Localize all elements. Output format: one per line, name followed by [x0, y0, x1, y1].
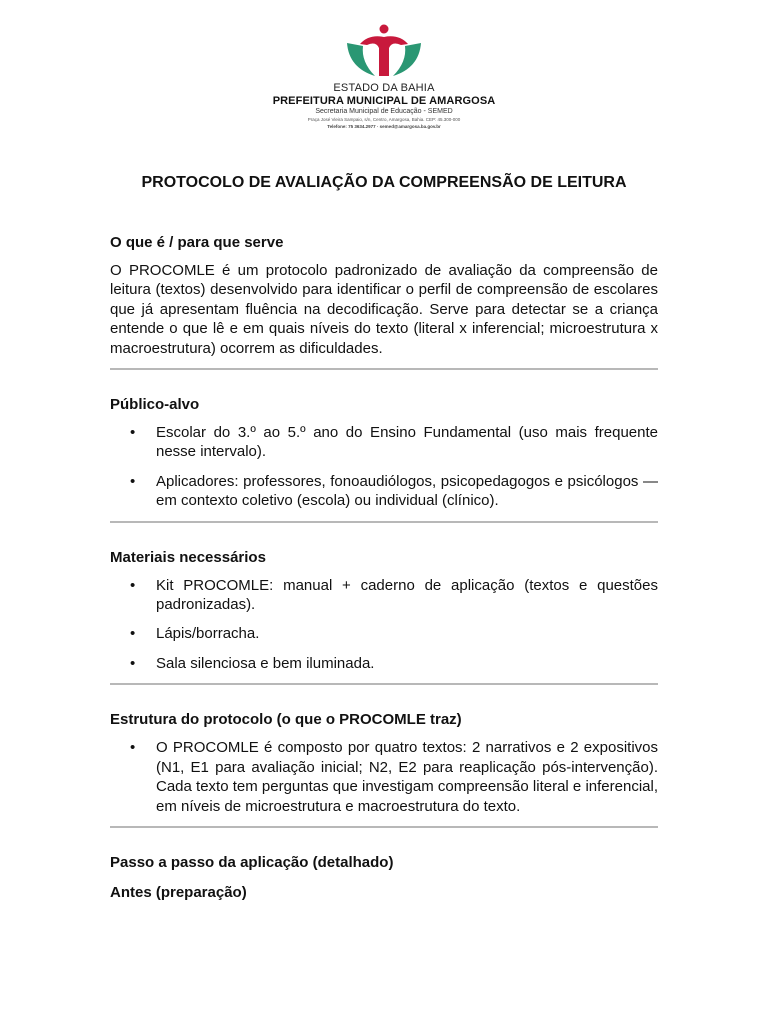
section-heading-what: O que é / para que serve	[110, 234, 284, 251]
amargosa-logo-icon	[344, 22, 424, 78]
subsection-heading-preparation: Antes (preparação)	[110, 883, 247, 901]
section-divider	[110, 683, 658, 685]
letterhead-address: Praça José Vieira Sampaio, s/n, Centro, Amargosa, Bahia. CEP: 45.300-000	[307, 117, 461, 122]
letterhead-state: ESTADO DA BAHIA	[333, 82, 435, 94]
letterhead-prefecture: PREFEITURA MUNICIPAL DE AMARGOSA	[272, 95, 496, 107]
list-item: • Lápis/borracha.	[110, 624, 658, 643]
section-divider	[110, 826, 658, 828]
document-title: PROTOCOLO DE AVALIAÇÃO DA COMPREENSÃO DE LEITURA	[141, 174, 627, 191]
list-item: • Aplicadores: professores, fonoaudiólogos, psicopedagogos e psicólogos — em contexto coletivo (escola) ou individual (clínico).	[110, 472, 658, 511]
structure-list	[110, 738, 658, 816]
list-item: • Sala silenciosa e bem iluminada.	[110, 654, 658, 673]
section-heading-steps: Passo a passo da aplicação (detalhado)	[110, 853, 394, 871]
list-item: • Escolar do 3.º ao 5.º ano do Ensino Fundamental (uso mais frequente nesse intervalo).	[110, 423, 658, 462]
section-divider	[110, 368, 658, 370]
list-item: • Kit PROCOMLE: manual + caderno de aplicação (textos e questões padronizadas).	[110, 576, 658, 615]
section-paragraph-what: O PROCOMLE é um protocolo padronizado de avaliação da compreensão de leitura (textos) desenvolvido para identificar o perfil de compreensão de escolares que já apresentam fluência na decodificação. Serve para detectar se a criança entende o que lê e em quais níveis do texto (literal x inferencial; microestrutura x macroestrutura) ocorrem as dificuldades.	[110, 262, 658, 357]
list-item: • O PROCOMLE é composto por quatro textos: 2 narrativos e 2 expositivos (N1, E1 para avaliação inicial; N2, E2 para reaplicação pós-intervenção). Cada texto tem perguntas que investigam compreensão literal e inferencial, em níveis de microestrutura e macroestrutura do texto.	[110, 738, 658, 816]
letterhead-secretariat: Secretaria Municipal de Educação - SEMED	[315, 108, 453, 115]
document-body	[110, 232, 658, 904]
audience-list	[110, 423, 658, 511]
section-heading-audience: Público-alvo	[110, 396, 200, 414]
section-divider	[110, 521, 658, 523]
materials-list	[110, 576, 658, 674]
section-heading-structure: Estrutura do protocolo (o que o PROCOMLE traz)	[110, 711, 462, 729]
section-heading-materials: Materiais necessários	[110, 548, 266, 566]
letterhead-contact: Telefone: 75 3634.2977 · semed@amargosa.ba.gov.br	[327, 124, 441, 129]
letterhead	[0, 22, 768, 129]
